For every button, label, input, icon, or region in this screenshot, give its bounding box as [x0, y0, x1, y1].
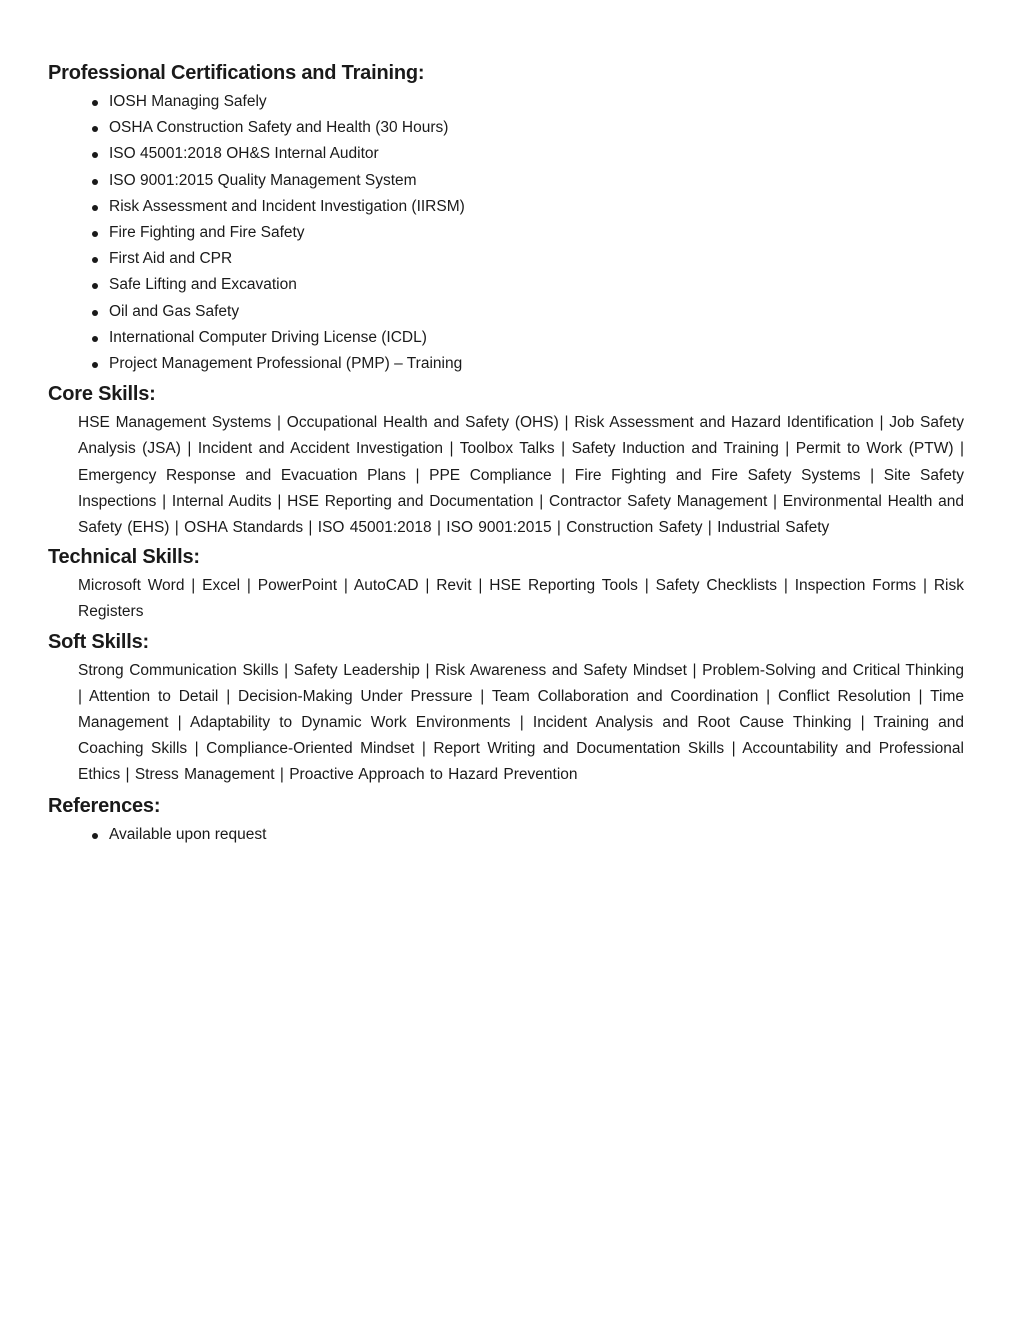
- bullet-icon: [92, 231, 98, 237]
- list-item: Fire Fighting and Fire Safety: [48, 220, 964, 246]
- bullet-icon: [92, 833, 98, 839]
- certifications-list: [48, 89, 964, 377]
- bullet-icon: [92, 257, 98, 263]
- list-item: First Aid and CPR: [48, 246, 964, 272]
- bullet-icon: [92, 100, 98, 106]
- technical-skills-text: Microsoft Word | Excel | PowerPoint | AutoCAD | Revit | HSE Reporting Tools | Safety Checklists | Inspection Forms | Risk Registers: [78, 577, 964, 621]
- bullet-icon: [92, 126, 98, 132]
- list-item: Safe Lifting and Excavation: [48, 272, 964, 298]
- core-skills-heading: Core Skills:: [48, 383, 156, 406]
- bullet-icon: [92, 205, 98, 211]
- technical-skills-heading: Technical Skills:: [48, 546, 200, 569]
- certifications-heading: Professional Certifications and Training:: [48, 62, 425, 84]
- soft-skills-heading: Soft Skills:: [48, 630, 149, 653]
- list-item: ISO 45001:2018 OH&S Internal Auditor: [48, 141, 964, 167]
- list-item: IOSH Managing Safely: [48, 89, 964, 115]
- list-item: Oil and Gas Safety: [48, 299, 964, 325]
- bullet-icon: [92, 310, 98, 316]
- references-heading: References:: [48, 794, 161, 817]
- list-item: Risk Assessment and Incident Investigation (IIRSM): [48, 194, 964, 220]
- list-item: Project Management Professional (PMP) – Training: [48, 351, 964, 377]
- list-item: OSHA Construction Safety and Health (30 Hours): [48, 115, 964, 141]
- list-item: International Computer Driving License (ICDL): [48, 325, 964, 351]
- bullet-icon: [92, 283, 98, 289]
- list-item: Available upon request: [48, 822, 964, 848]
- bullet-icon: [92, 179, 98, 185]
- bullet-icon: [92, 362, 98, 368]
- soft-skills-text: Strong Communication Skills | Safety Leadership | Risk Awareness and Safety Mindset | Problem-Solving and Critical Thinking | Attention to Detail | Decision-Making Under Pressure | Team Collaboration and Coordination | Conflict Resolution | Time Management | Adaptability to Dynamic Work Environments | Incident Analysis and Root Cause Thinking | Training and Coaching Skills | Compliance-Oriented Mindset | Report Writing and Documentation Skills | Accountability and Professional Ethics | Stress Management | Proactive Approach to Hazard Prevention: [78, 661, 964, 784]
- core-skills-text: HSE Management Systems | Occupational Health and Safety (OHS) | Risk Assessment and Hazard Identification | Job Safety Analysis (JSA) | Incident and Accident Investigation | Toolbox Talks | Safety Induction and Training | Permit to Work (PTW) | Emergency Response and Evacuation Plans | PPE Compliance | Fire Fighting and Fire Safety Systems | Site Safety Inspections | Internal Audits | HSE Reporting and Documentation | Contractor Safety Management | Environmental Health and Safety (EHS) | OSHA Standards | ISO 45001:2018 | ISO 9001:2015 | Construction Safety | Industrial Safety: [78, 414, 964, 537]
- bullet-icon: [92, 336, 98, 342]
- references-list: [48, 822, 964, 848]
- bullet-icon: [92, 152, 98, 158]
- list-item: ISO 9001:2015 Quality Management System: [48, 168, 964, 194]
